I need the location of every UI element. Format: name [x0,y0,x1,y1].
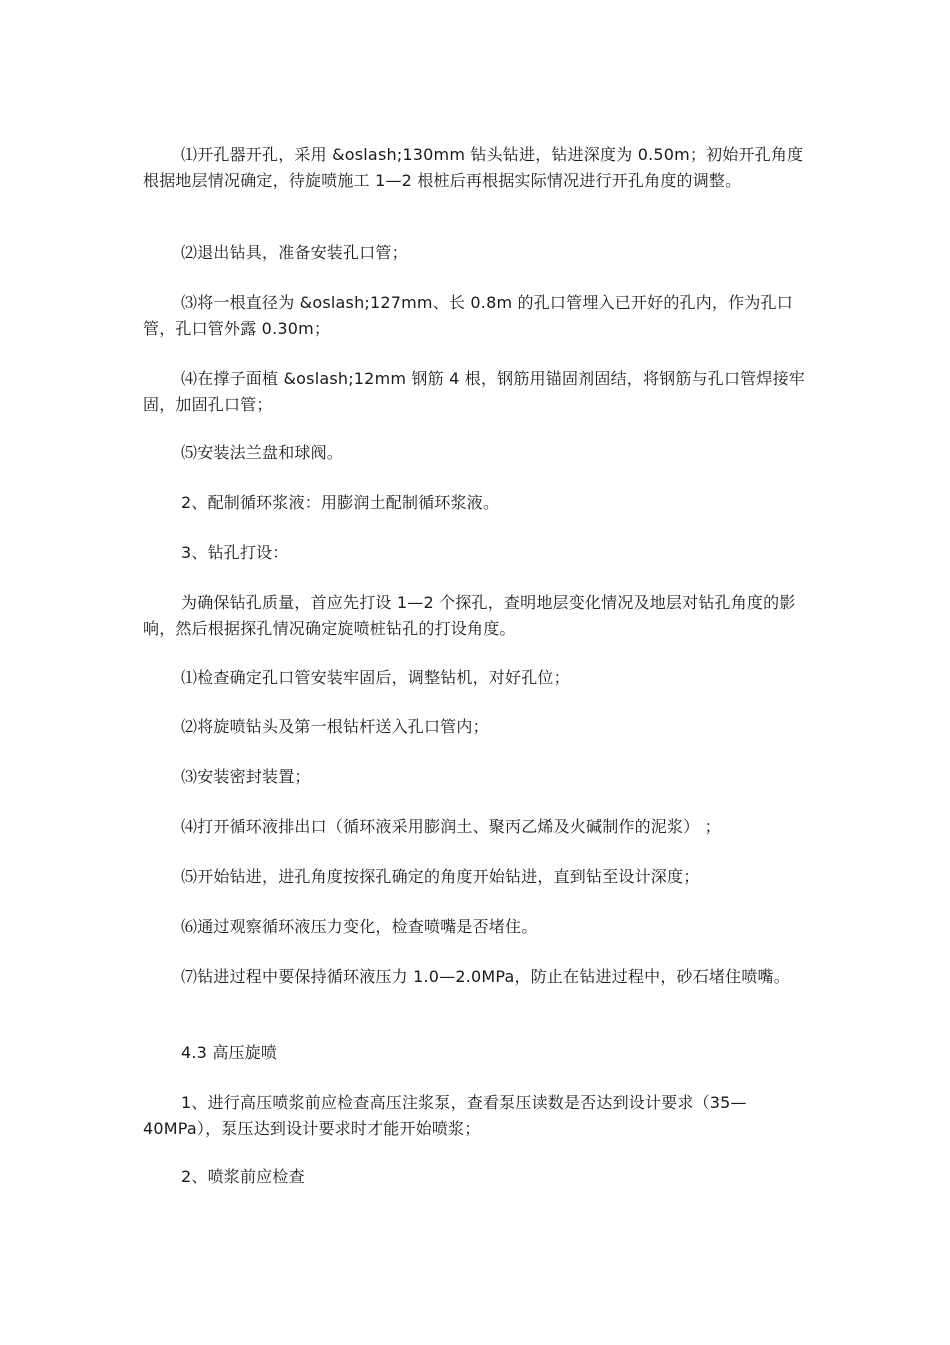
paragraph-drill-step7: ⑺钻进过程中要保持循环液压力 1.0—2.0MPa，防止在钻进过程中，砂石堵住喷嘴。 [181,967,790,986]
paragraph-drill-step6: ⑹通过观察循环液压力变化，检查喷嘴是否堵住。 [181,917,538,936]
paragraph-step3-orifice-pipe: ⑶将一根直径为 &oslash;127mm、长 0.8m 的孔口管埋入已开好的孔内，作为孔口管，孔口管外露 0.30m； [143,293,793,338]
paragraph-drill-step1: ⑴检查确定孔口管安装牢固后，调整钻机，对好孔位； [181,668,570,687]
section-heading-high-pressure-jet: 4.3 高压旋喷 [181,1043,278,1062]
paragraph-drill-step3: ⑶安装密封装置； [181,767,311,786]
paragraph-step1-hole-opening: ⑴开孔器开孔，采用 &oslash;130mm 钻头钻进，钻进深度为 0.50m；初始开孔角度根据地层情况确定，待旋喷施工 1—2 根桩后再根据实际情况进行开孔角度的调整。 [143,145,804,190]
paragraph-probe-holes: 为确保钻孔质量，首应先打设 1—2 个探孔，查明地层变化情况及地层对钻孔角度的影响，然后根据探孔情况确定旋喷桩钻孔的打设角度。 [143,593,796,638]
paragraph-step5-flange: ⑸安装法兰盘和球阀。 [181,443,344,462]
paragraph-jet-step2: 2、喷浆前应检查 [181,1167,305,1186]
paragraph-step4-rebar: ⑷在撑子面植 &oslash;12mm 钢筋 4 根，钢筋用锚固剂固结，将钢筋与孔口管焊接牢固，加固孔口管； [143,369,805,414]
section-heading-drilling: 3、钻孔打设： [181,543,289,562]
paragraph-step2-withdraw-drill: ⑵退出钻具，准备安装孔口管； [181,243,408,262]
paragraph-drill-step2: ⑵将旋喷钻头及第一根钻杆送入孔口管内； [181,717,489,736]
paragraph-drill-step4: ⑷打开循环液排出口（循环液采用膨润土、聚丙乙烯及火碱制作的泥浆） ； [181,817,721,836]
paragraph-jet-step1: 1、进行高压喷浆前应检查高压注浆泵，查看泵压读数是否达到设计要求（35—40MPa），泵压达到设计要求时才能开始喷浆； [143,1093,747,1138]
section-heading-circulation-slurry: 2、配制循环浆液：用膨润土配制循环浆液。 [181,493,500,512]
paragraph-drill-step5: ⑸开始钻进，进孔角度按探孔确定的角度开始钻进，直到钻至设计深度； [181,867,700,886]
